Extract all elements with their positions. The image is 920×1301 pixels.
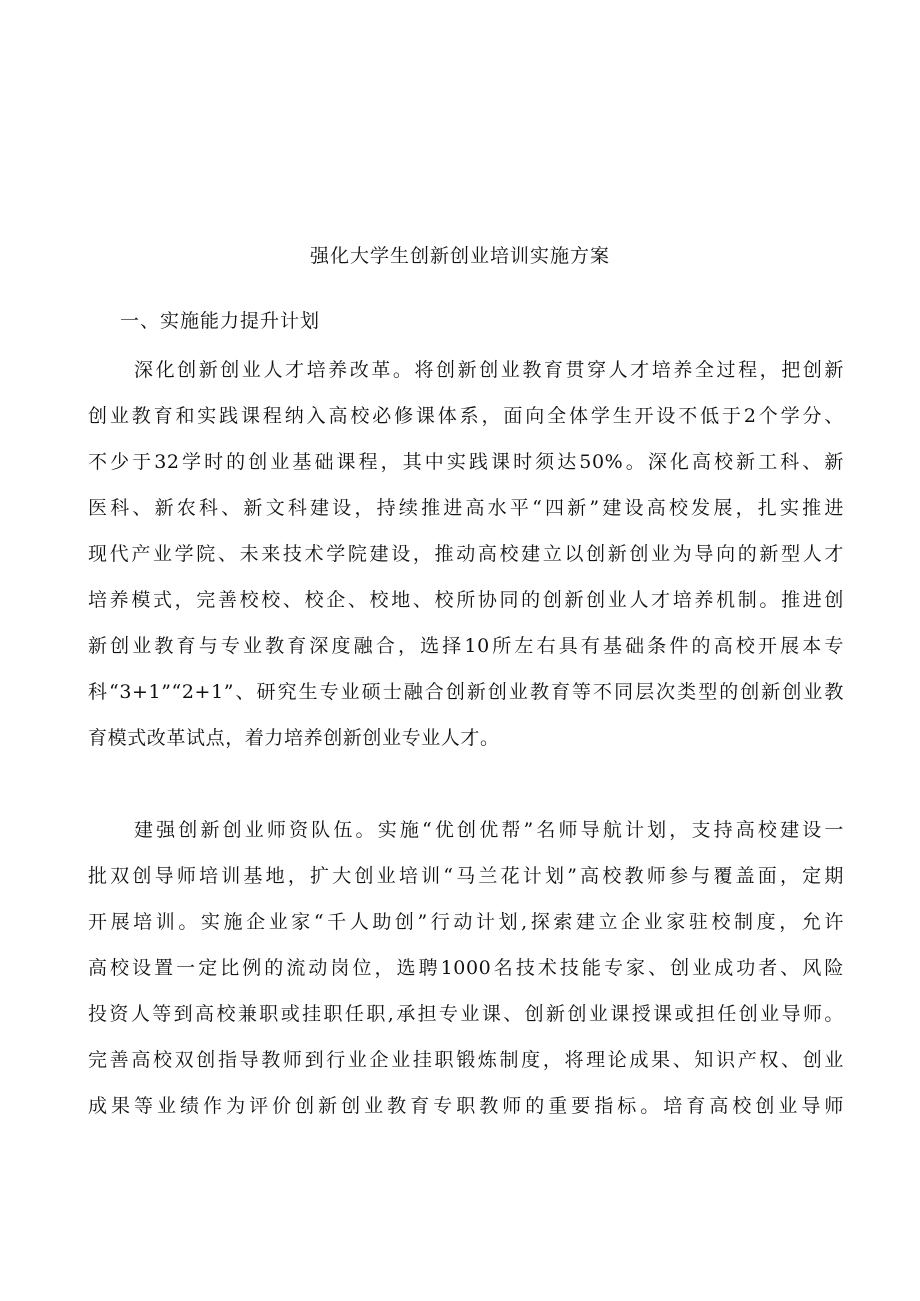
paragraph-line: 高校设置一定比例的流动岗位，选聘1000名技术技能专家、创业成功者、风险 [88, 957, 844, 979]
paragraph-line: 新创业教育与专业教育深度融合，选择10所左右具有基础条件的高校开展本专 [88, 635, 844, 657]
paragraph-line: 深化创新创业人才培养改革。将创新创业教育贯穿人才培养全过程，把创新 [134, 359, 844, 381]
paragraph-line: 医科、新农科、新文科建设，持续推进高水平“四新”建设高校发展，扎实推进 [88, 497, 844, 519]
paragraph-line: 创业教育和实践课程纳入高校必修课体系，面向全体学生开设不低于2个学分、 [88, 405, 844, 427]
paragraph-teaching-staff [88, 807, 844, 1129]
paragraph-line: 不少于32学时的创业基础课程，其中实践课时须达50%。深化高校新工科、新 [88, 451, 844, 473]
paragraph-line: 培养模式，完善校校、校企、校地、校所协同的创新创业人才培养机制。推进创 [88, 589, 844, 611]
paragraph-line: 投资人等到高校兼职或挂职任职,承担专业课、创新创业课授课或担任创业导师。 [88, 1003, 844, 1025]
section-heading: 一、实施能力提升计划 [120, 310, 321, 332]
paragraph-talent-cultivation [88, 347, 844, 761]
paragraph-line: 完善高校双创指导教师到行业企业挂职锻炼制度，将理论成果、知识产权、创业 [88, 1049, 844, 1071]
paragraph-line: 科“3+1”“2+1”、研究生专业硕士融合创新创业教育等不同层次类型的创新创业教 [88, 681, 844, 703]
paragraph-line: 批双创导师培训基地，扩大创业培训“马兰花计划”高校教师参与覆盖面，定期 [88, 865, 844, 887]
document-title: 强化大学生创新创业培训实施方案 [309, 245, 610, 267]
paragraph-line: 开展培训。实施企业家“千人助创”行动计划,探索建立企业家驻校制度，允许 [88, 911, 844, 933]
paragraph-line: 现代产业学院、未来技术学院建设，推动高校建立以创新创业为导向的新型人才 [88, 543, 844, 565]
paragraph-line: 成果等业绩作为评价创新创业教育专职教师的重要指标。培育高校创业导师 [88, 1095, 844, 1117]
paragraph-line: 育模式改革试点，着力培养创新创业专业人才。 [88, 727, 500, 749]
paragraph-line: 建强创新创业师资队伍。实施“优创优帮”名师导航计划，支持高校建设一 [134, 819, 844, 841]
